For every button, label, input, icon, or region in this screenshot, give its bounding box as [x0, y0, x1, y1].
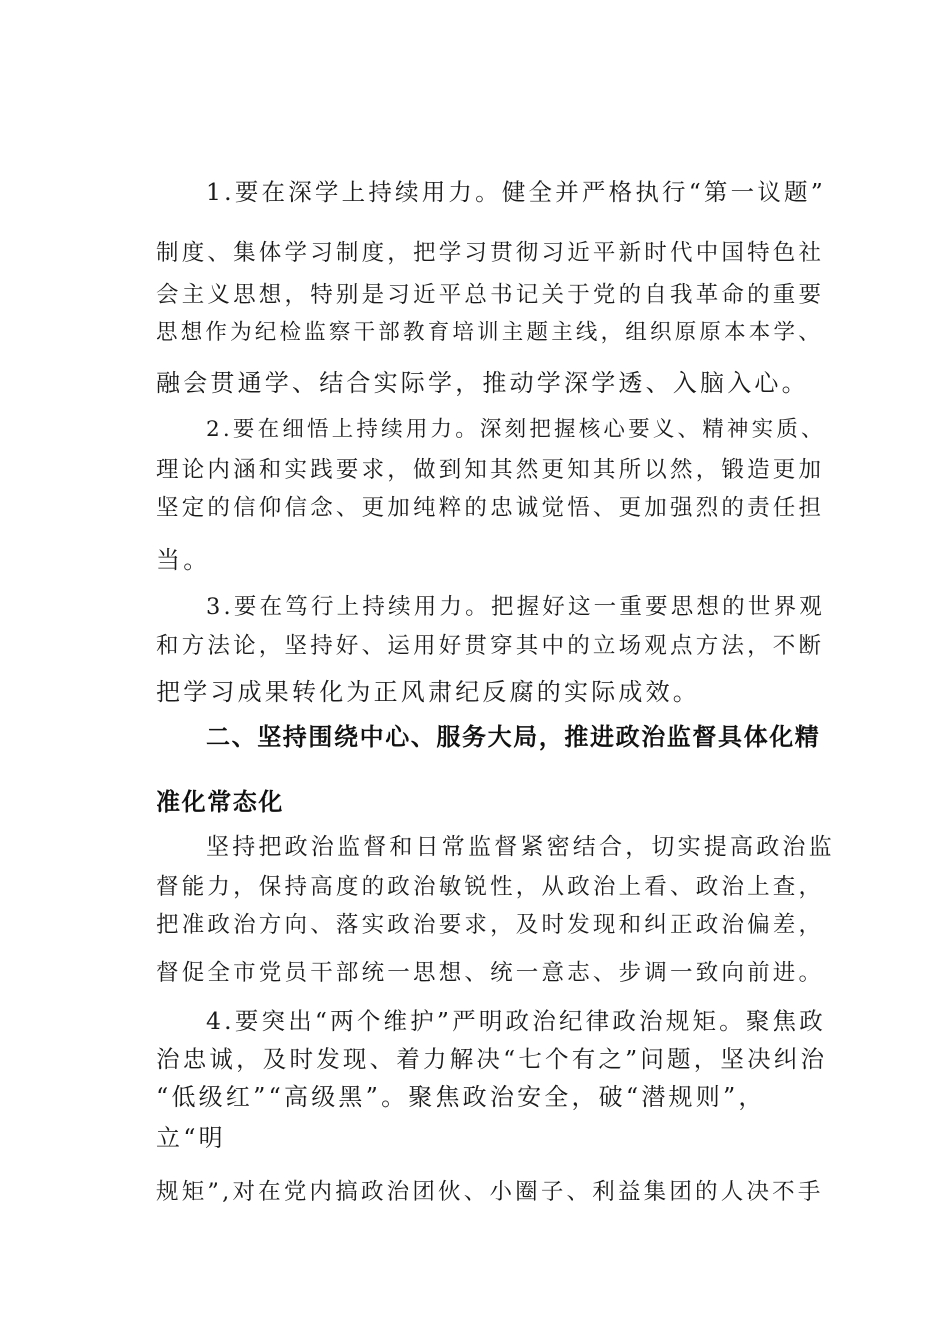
paragraph-4-line-3: 把准政治方向、落实政治要求，及时发现和纠正政治偏差，: [156, 912, 825, 938]
paragraph-1-line-1: 1.要在深学上持续用力。健全并严格执行“第一议题”: [206, 178, 826, 206]
paragraph-3-line-2: 和方法论，坚持好、运用好贯穿其中的立场观点方法，不断: [156, 633, 825, 659]
paragraph-5-line-5: 规矩”,对在党内搞政治团伙、小圈子、利益集团的人决不手: [156, 1179, 824, 1205]
section-heading-line-1: 二、坚持围绕中心、服务大局，推进政治监督具体化精: [206, 723, 821, 751]
section-heading-line-2: 准化常态化: [156, 788, 284, 816]
paragraph-3-line-3: 把学习成果转化为正风肃纪反腐的实际成效。: [156, 678, 700, 706]
paragraph-3-line-1: 3.要在笃行上持续用力。把握好这一重要思想的世界观: [206, 594, 825, 620]
paragraph-5-line-2: 治忠诚，及时发现、着力解决“七个有之”问题，坚决纠治: [156, 1045, 828, 1073]
paragraph-2-line-2: 理论内涵和实践要求，做到知其然更知其所以然，锻造更加: [156, 457, 825, 483]
paragraph-5-line-1: 4.要突出“两个维护”严明政治纪律政治规矩。聚焦政: [206, 1007, 826, 1035]
paragraph-4-line-2: 督能力，保持高度的政治敏锐性，从政治上看、政治上查，: [156, 874, 825, 900]
paragraph-5-line-4: 立“明: [156, 1124, 226, 1152]
paragraph-1-line-5: 融会贯通学、结合实际学，推动学深学透、入脑入心。: [156, 369, 809, 397]
paragraph-4-line-4: 督促全市党员干部统一思想、统一意志、步调一致向前进。: [156, 960, 825, 986]
paragraph-4-line-1: 坚持把政治监督和日常监督紧密结合，切实提高政治监: [206, 834, 835, 860]
paragraph-1-line-2: 制度、集体学习制度，把学习贯彻习近平新时代中国特色社: [156, 240, 825, 266]
paragraph-1-line-3: 会主义思想，特别是习近平总书记关于党的自我革命的重要: [156, 282, 825, 308]
paragraph-2-line-1: 2.要在细悟上持续用力。深刻把握核心要义、精神实质、: [206, 417, 826, 442]
paragraph-1-line-4: 思想作为纪检监察干部教育培训主题主线，组织原原本本学、: [156, 320, 823, 345]
paragraph-5-line-3: “低级红”“高级黑”。聚焦政治安全，破“潜规则”，: [156, 1083, 766, 1111]
paragraph-2-line-3: 坚定的信仰信念、更加纯粹的忠诚觉悟、更加强烈的责任担: [156, 495, 825, 521]
paragraph-2-line-4: 当。: [156, 546, 211, 574]
